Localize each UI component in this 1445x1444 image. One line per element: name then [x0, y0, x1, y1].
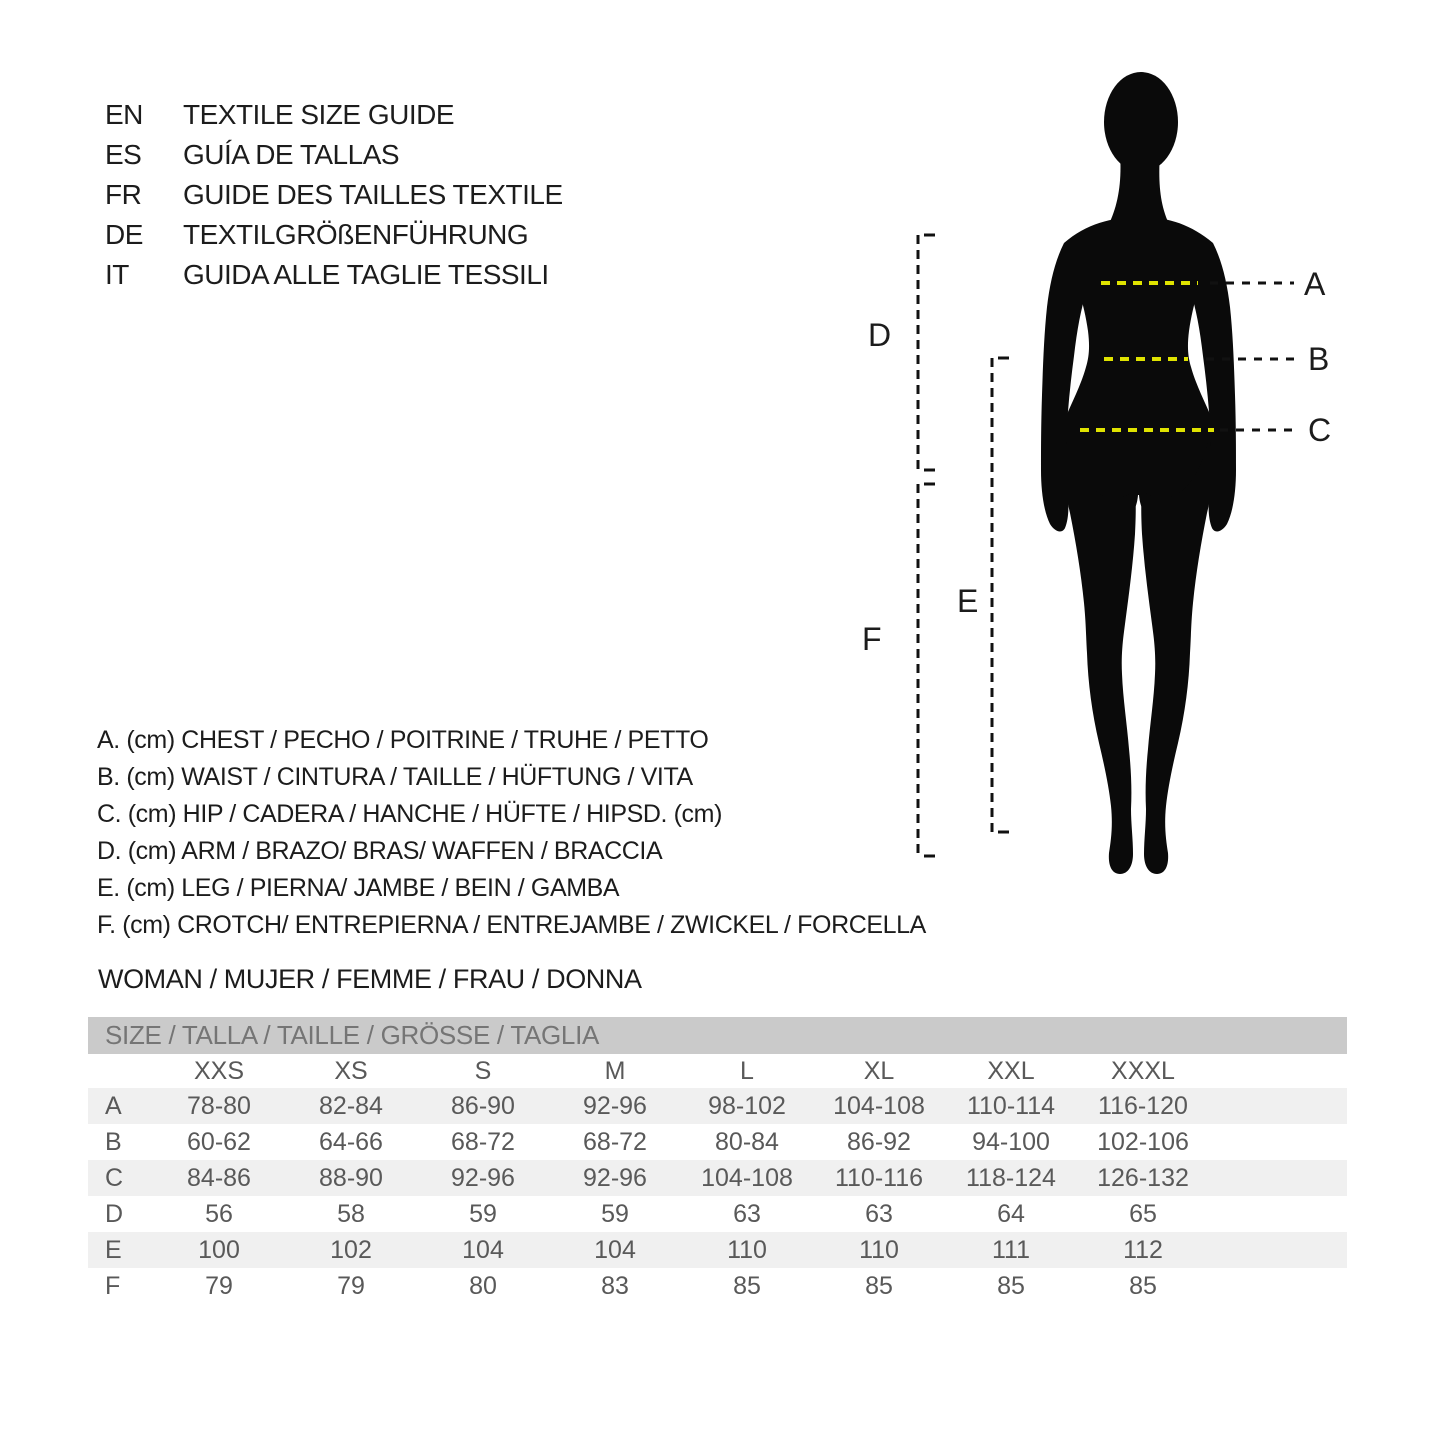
cell: 94-100 — [972, 1127, 1050, 1156]
figure-label-b: B — [1308, 341, 1330, 377]
language-title-en: TEXTILE SIZE GUIDE — [183, 99, 455, 130]
table-row-a — [88, 1088, 1347, 1124]
cell: 64-66 — [319, 1127, 383, 1156]
size-col-xxs: XXS — [193, 1056, 245, 1085]
language-row — [105, 255, 563, 295]
cell: 86-92 — [847, 1127, 911, 1156]
language-title-de: TEXTILGRÖßENFÜHRUNG — [183, 219, 529, 250]
cell: 85 — [997, 1271, 1025, 1300]
cell: 110-114 — [966, 1091, 1056, 1120]
language-row — [105, 135, 563, 175]
language-title-it: GUIDA ALLE TAGLIE TESSILI — [183, 259, 549, 290]
language-row — [105, 175, 563, 215]
cell: 82-84 — [319, 1091, 383, 1120]
cell: 102 — [330, 1235, 372, 1264]
cell: 110-116 — [834, 1163, 924, 1192]
silhouette-left-leg — [1064, 438, 1136, 874]
cell: 68-72 — [451, 1127, 515, 1156]
row-label: C — [105, 1163, 124, 1192]
cell: 85 — [1129, 1271, 1157, 1300]
woman-silhouette-figure — [858, 58, 1345, 888]
cell: 85 — [865, 1271, 893, 1300]
cell: 59 — [601, 1199, 629, 1228]
size-table — [88, 1017, 1347, 1304]
row-label: D — [105, 1199, 124, 1228]
language-code-en: EN — [105, 99, 143, 130]
cell: 86-90 — [451, 1091, 515, 1120]
cell: 102-106 — [1097, 1127, 1189, 1156]
language-title-es: GUÍA DE TALLAS — [183, 139, 400, 170]
size-table-sizes-row — [88, 1054, 1347, 1088]
silhouette-right-leg — [1141, 438, 1213, 874]
language-code-fr: FR — [105, 179, 142, 210]
figure-label-a: A — [1304, 266, 1326, 302]
figure-label-d: D — [868, 317, 892, 353]
language-row — [105, 95, 563, 135]
body-measurement-diagram — [858, 58, 1345, 888]
cell: 84-86 — [187, 1163, 251, 1192]
section-title-woman: WOMAN / MUJER / FEMME / FRAU / DONNA — [98, 964, 642, 994]
measure-line-f — [918, 484, 935, 857]
cell: 65 — [1129, 1199, 1157, 1228]
cell: 80-84 — [715, 1127, 779, 1156]
figure-label-f: F — [862, 621, 882, 657]
cell: 126-132 — [1097, 1163, 1189, 1192]
language-code-de: DE — [105, 219, 143, 250]
cell: 92-96 — [583, 1163, 647, 1192]
cell: 60-62 — [187, 1127, 251, 1156]
cell: 116-120 — [1098, 1091, 1188, 1120]
table-row-d — [88, 1196, 1347, 1232]
cell: 83 — [601, 1271, 629, 1300]
cell: 92-96 — [451, 1163, 515, 1192]
cell: 98-102 — [708, 1091, 786, 1120]
cell: 56 — [205, 1199, 233, 1228]
size-col-xxxl: XXXL — [1111, 1056, 1175, 1085]
legend-line-a: A. (cm) CHEST / PECHO / POITRINE / TRUHE / PETTO — [97, 726, 709, 754]
table-row-f — [88, 1268, 1347, 1304]
language-code-it: IT — [105, 259, 129, 290]
legend-line-f: F. (cm) CROTCH/ ENTREPIERNA / ENTREJAMBE / ZWICKEL / FORCELLA — [97, 911, 926, 939]
cell: 112 — [1123, 1235, 1163, 1264]
language-header — [105, 95, 563, 295]
language-title-fr: GUIDE DES TAILLES TEXTILE — [183, 179, 563, 210]
cell: 64 — [997, 1199, 1025, 1228]
cell: 80 — [469, 1271, 497, 1300]
legend-line-d: D. (cm) ARM / BRAZO/ BRAS/ WAFFEN / BRACCIA — [97, 837, 663, 865]
language-code-es: ES — [105, 139, 142, 170]
cell: 63 — [865, 1199, 893, 1228]
cell: 78-80 — [187, 1091, 251, 1120]
cell: 110 — [727, 1235, 767, 1264]
size-col-m: M — [604, 1056, 626, 1085]
cell: 68-72 — [583, 1127, 647, 1156]
legend-line-e: E. (cm) LEG / PIERNA/ JAMBE / BEIN / GAMBA — [97, 874, 620, 902]
cell: 104-108 — [833, 1091, 925, 1120]
cell: 104 — [594, 1235, 636, 1264]
cell: 79 — [205, 1271, 233, 1300]
language-row — [105, 215, 563, 255]
measure-line-d — [918, 235, 935, 470]
size-col-xs: XS — [334, 1056, 368, 1085]
cell: 100 — [198, 1235, 240, 1264]
cell: 59 — [469, 1199, 497, 1228]
legend-line-b: B. (cm) WAIST / CINTURA / TAILLE / HÜFTUNG / VITA — [97, 763, 693, 791]
cell: 58 — [337, 1199, 365, 1228]
cell: 88-90 — [319, 1163, 383, 1192]
table-row-e — [88, 1232, 1347, 1268]
row-label: E — [105, 1235, 122, 1264]
figure-label-c: C — [1308, 412, 1332, 448]
size-col-xl: XL — [863, 1056, 895, 1085]
cell: 104-108 — [701, 1163, 793, 1192]
cell: 118-124 — [966, 1163, 1056, 1192]
size-col-xxl: XXL — [987, 1056, 1035, 1085]
woman-silhouette — [1041, 72, 1236, 874]
cell: 92-96 — [583, 1091, 647, 1120]
size-table-header: SIZE / TALLA / TAILLE / GRÖSSE / TAGLIA — [88, 1017, 1347, 1054]
cell: 85 — [733, 1271, 761, 1300]
legend-line-c: C. (cm) HIP / CADERA / HANCHE / HÜFTE / HIPSD. (cm) — [97, 800, 723, 828]
table-row-c — [88, 1160, 1347, 1196]
measure-line-e — [992, 358, 1009, 833]
measurement-legend — [97, 722, 926, 944]
row-label: A — [105, 1091, 122, 1120]
figure-label-e: E — [957, 583, 979, 619]
cell: 110 — [859, 1235, 899, 1264]
cell: 104 — [462, 1235, 504, 1264]
cell: 63 — [733, 1199, 761, 1228]
cell: 111 — [991, 1235, 1030, 1264]
size-col-s: S — [474, 1056, 492, 1085]
row-label: F — [105, 1271, 121, 1300]
silhouette-torso — [1057, 217, 1220, 515]
size-col-l: L — [740, 1056, 754, 1085]
table-row-b — [88, 1124, 1347, 1160]
cell: 79 — [337, 1271, 365, 1300]
row-label: B — [105, 1127, 122, 1156]
